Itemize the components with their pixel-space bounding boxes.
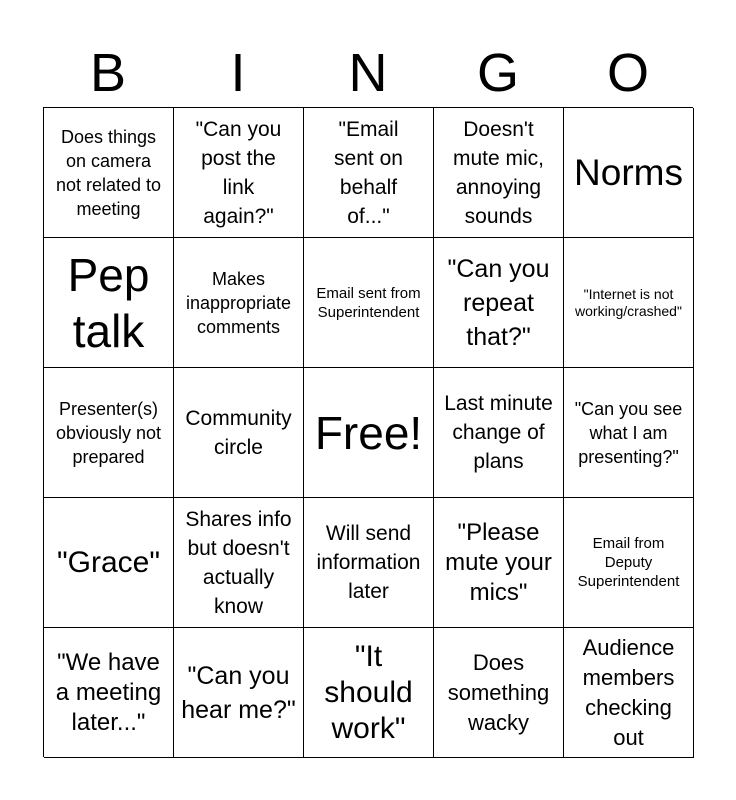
header-letter-i: I <box>230 43 246 103</box>
bingo-cell-r1c5[interactable] <box>564 108 694 238</box>
bingo-cell-r2c1[interactable] <box>44 238 174 368</box>
bingo-cell-r4c2[interactable] <box>174 498 304 628</box>
cell-text: Presenter(s) obviously not prepared <box>55 398 162 467</box>
bingo-cell-r5c4[interactable] <box>434 628 564 758</box>
bingo-cell-r5c5[interactable] <box>564 628 694 758</box>
bingo-cell-r1c2[interactable] <box>174 108 304 238</box>
cell-text: "Can you see what I am presenting?" <box>574 398 683 467</box>
bingo-grid <box>43 107 693 757</box>
bingo-cell-r4c5[interactable] <box>564 498 694 628</box>
bingo-cell-r4c3[interactable] <box>304 498 434 628</box>
bingo-cell-r4c4[interactable] <box>434 498 564 628</box>
bingo-cell-r1c4[interactable] <box>434 108 564 238</box>
header-letter-g: G <box>476 43 519 103</box>
bingo-cell-r1c3[interactable] <box>304 108 434 238</box>
header-letter-b: B <box>89 43 127 103</box>
cell-text: "Email sent on behalf of..." <box>334 117 403 228</box>
bingo-cell-r5c2[interactable] <box>174 628 304 758</box>
cell-text: Norms <box>574 151 683 193</box>
cell-text: "Can you repeat that?" <box>447 254 550 351</box>
bingo-cell-r3c4[interactable] <box>434 368 564 498</box>
cell-text: Makes inappropriate comments <box>185 268 292 337</box>
bingo-cell-r4c1[interactable] <box>44 498 174 628</box>
bingo-cell-r5c3[interactable] <box>304 628 434 758</box>
cell-text: Pep talk <box>67 248 150 357</box>
bingo-cell-r2c4[interactable] <box>434 238 564 368</box>
cell-text: Doesn't mute mic, annoying sounds <box>452 117 544 228</box>
bingo-cell-r5c1[interactable] <box>44 628 174 758</box>
cell-text: "It should work" <box>324 639 413 745</box>
cell-text: Does things on camera not related to meeting <box>55 126 162 219</box>
cell-text: "Can you hear me?" <box>181 661 296 724</box>
bingo-cell-r3c2[interactable] <box>174 368 304 498</box>
cell-text: "Grace" <box>57 545 160 579</box>
header-letter-o: O <box>606 43 649 103</box>
bingo-cell-r1c1[interactable] <box>44 108 174 238</box>
cell-text: Email sent from Superintendent <box>316 284 421 321</box>
cell-text: "Can you post the link again?" <box>195 117 282 228</box>
bingo-cell-r3c1[interactable] <box>44 368 174 498</box>
cell-text: "We have a meeting later..." <box>55 648 162 736</box>
bingo-cell-r2c3[interactable] <box>304 238 434 368</box>
bingo-cell-r3c5[interactable] <box>564 368 694 498</box>
cell-text: Does something wacky <box>447 649 550 735</box>
cell-text: "Internet is not working/crashed" <box>575 285 682 319</box>
cell-text: Community circle <box>185 406 292 459</box>
free-space[interactable] <box>304 368 434 498</box>
bingo-cell-r2c5[interactable] <box>564 238 694 368</box>
cell-text: Will send information later <box>316 522 421 603</box>
cell-text: Email from Deputy Superintendent <box>577 535 680 590</box>
bingo-header <box>43 40 693 106</box>
cell-text: Audience members checking out <box>582 634 675 750</box>
header-letter-n: N <box>348 43 388 103</box>
cell-text: Last minute change of plans <box>444 392 553 473</box>
cell-text: "Please mute your mics" <box>445 518 552 606</box>
bingo-cell-r2c2[interactable] <box>174 238 304 368</box>
cell-text: Free! <box>314 406 423 459</box>
cell-text: Shares info but doesn't actually know <box>185 507 292 618</box>
